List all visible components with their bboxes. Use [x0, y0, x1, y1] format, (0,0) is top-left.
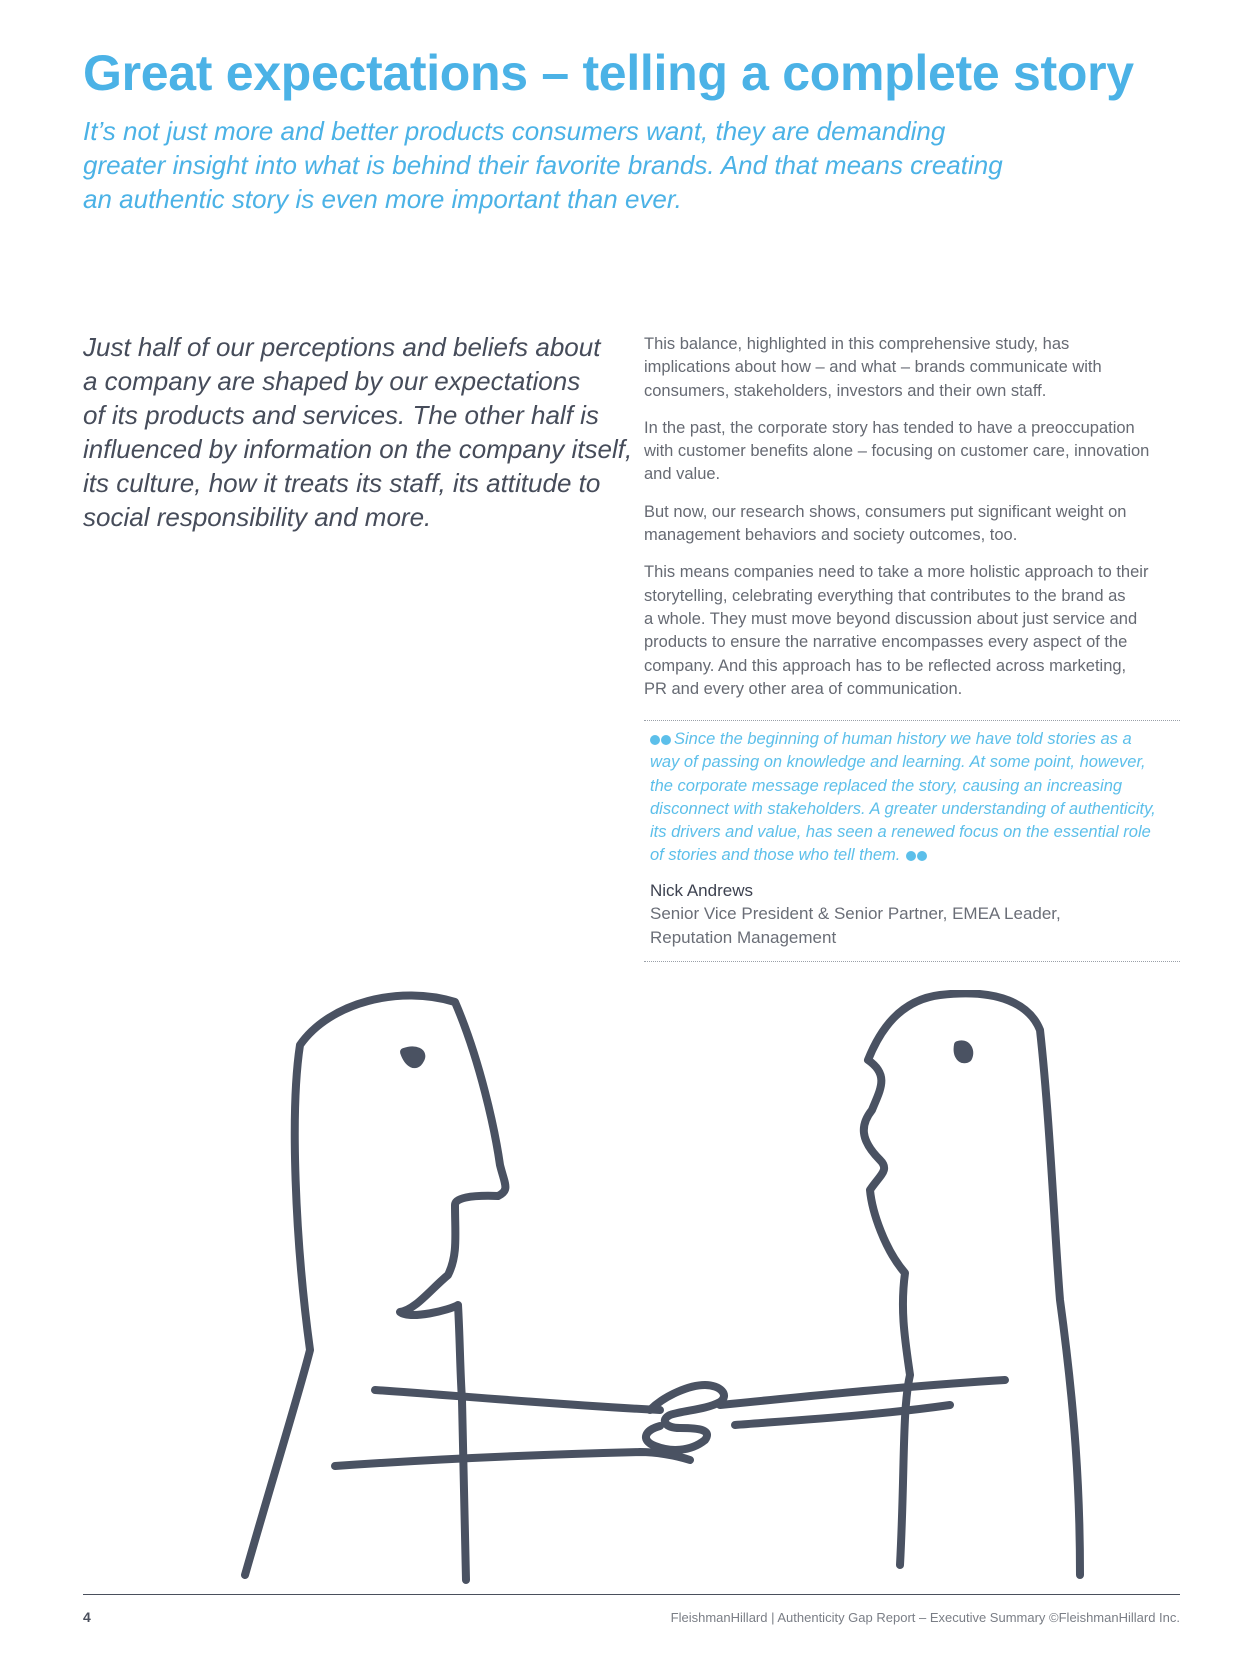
lead-line: a company are shaped by our expectations — [83, 366, 581, 396]
body-line: This means companies need to take a more holistic approach to their — [644, 563, 1149, 582]
quote-line: the corporate message replaced the story, causing an increasing — [650, 776, 1123, 795]
handshake-hands — [646, 1385, 724, 1450]
body-line: PR and every other area of communication. — [644, 679, 963, 698]
body-line: company. And this approach has to be reflected across marketing, — [644, 656, 1127, 675]
right-arm-upper — [720, 1380, 1005, 1405]
left-figure-eye — [404, 1050, 421, 1064]
body-line: consumers, stakeholders, investors and their own staff. — [644, 381, 1047, 400]
body-paragraph — [644, 501, 1184, 548]
handshake-illustration — [0, 990, 1240, 1590]
quote-line — [650, 728, 1174, 751]
body-line: management behaviors and society outcomes, too. — [644, 526, 1018, 545]
quote-line: disconnect with stakeholders. A greater understanding of authenticity, — [650, 799, 1156, 818]
body-line: implications about how – and what – brands communicate with — [644, 358, 1102, 377]
subtitle-line: greater insight into what is behind their favorite brands. And that means creating — [83, 150, 1003, 180]
body-paragraph — [644, 333, 1184, 403]
quote-attribution — [650, 879, 1061, 949]
left-arm-upper — [375, 1390, 660, 1410]
body-column — [644, 333, 1184, 715]
subtitle-line: an authentic story is even more important than ever. — [83, 184, 682, 214]
quote-line-text: Since the beginning of human history we have told stories as a — [674, 730, 1132, 748]
page-subtitle — [83, 114, 1013, 216]
body-line: storytelling, celebrating everything that contributes to the brand as — [644, 586, 1126, 605]
quote-text — [650, 728, 1174, 868]
lead-line: of its products and services. The other half is — [83, 400, 599, 430]
subtitle-line: It’s not just more and better products consumers want, they are demanding — [83, 116, 946, 146]
body-paragraph — [644, 417, 1184, 487]
page-number: 4 — [83, 1609, 91, 1625]
quote-line: its drivers and value, has seen a renewed focus on the essential role — [650, 823, 1151, 842]
lead-paragraph — [83, 330, 643, 534]
open-quote-icon — [650, 734, 672, 746]
quote-line: way of passing on knowledge and learning. At some point, however, — [650, 753, 1146, 772]
right-figure-eye — [958, 1044, 970, 1059]
close-quote-icon — [906, 850, 928, 862]
left-arm-lower — [335, 1452, 690, 1466]
body-line: But now, our research shows, consumers put significant weight on — [644, 502, 1127, 521]
quote-line — [650, 844, 1174, 867]
left-figure-outline — [245, 995, 505, 1580]
lead-line: its culture, how it treats its staff, its attitude to — [83, 468, 601, 498]
body-line: products to ensure the narrative encompasses every aspect of the — [644, 633, 1128, 652]
footer-divider — [83, 1594, 1180, 1595]
body-line: a whole. They must move beyond discussion about just service and — [644, 609, 1138, 628]
quote-author-role: Reputation Management — [650, 927, 837, 947]
quote-line-text: of stories and those who tell them. — [650, 846, 901, 865]
lead-line: Just half of our perceptions and beliefs about — [83, 332, 601, 362]
quote-author: Nick Andrews — [650, 881, 753, 900]
right-arm-lower — [735, 1405, 950, 1425]
body-line: In the past, the corporate story has tended to have a preoccupation — [644, 418, 1135, 437]
body-line: with customer benefits alone – focusing on customer care, innovation — [644, 442, 1150, 461]
lead-line: influenced by information on the company itself, — [83, 434, 633, 464]
right-figure-outline — [864, 993, 1080, 1575]
page-title: Great expectations – telling a complete story — [83, 45, 1134, 101]
body-line: This balance, highlighted in this comprehensive study, has — [644, 335, 1070, 353]
body-line: and value. — [644, 465, 721, 484]
footer-credit: FleishmanHillard | Authenticity Gap Report – Executive Summary ©FleishmanHillard Inc. — [670, 1610, 1180, 1625]
quote-author-role: Senior Vice President & Senior Partner, EMEA Leader, — [650, 904, 1061, 924]
body-paragraph — [644, 561, 1184, 701]
lead-line: social responsibility and more. — [83, 502, 432, 532]
pull-quote — [644, 720, 1180, 962]
